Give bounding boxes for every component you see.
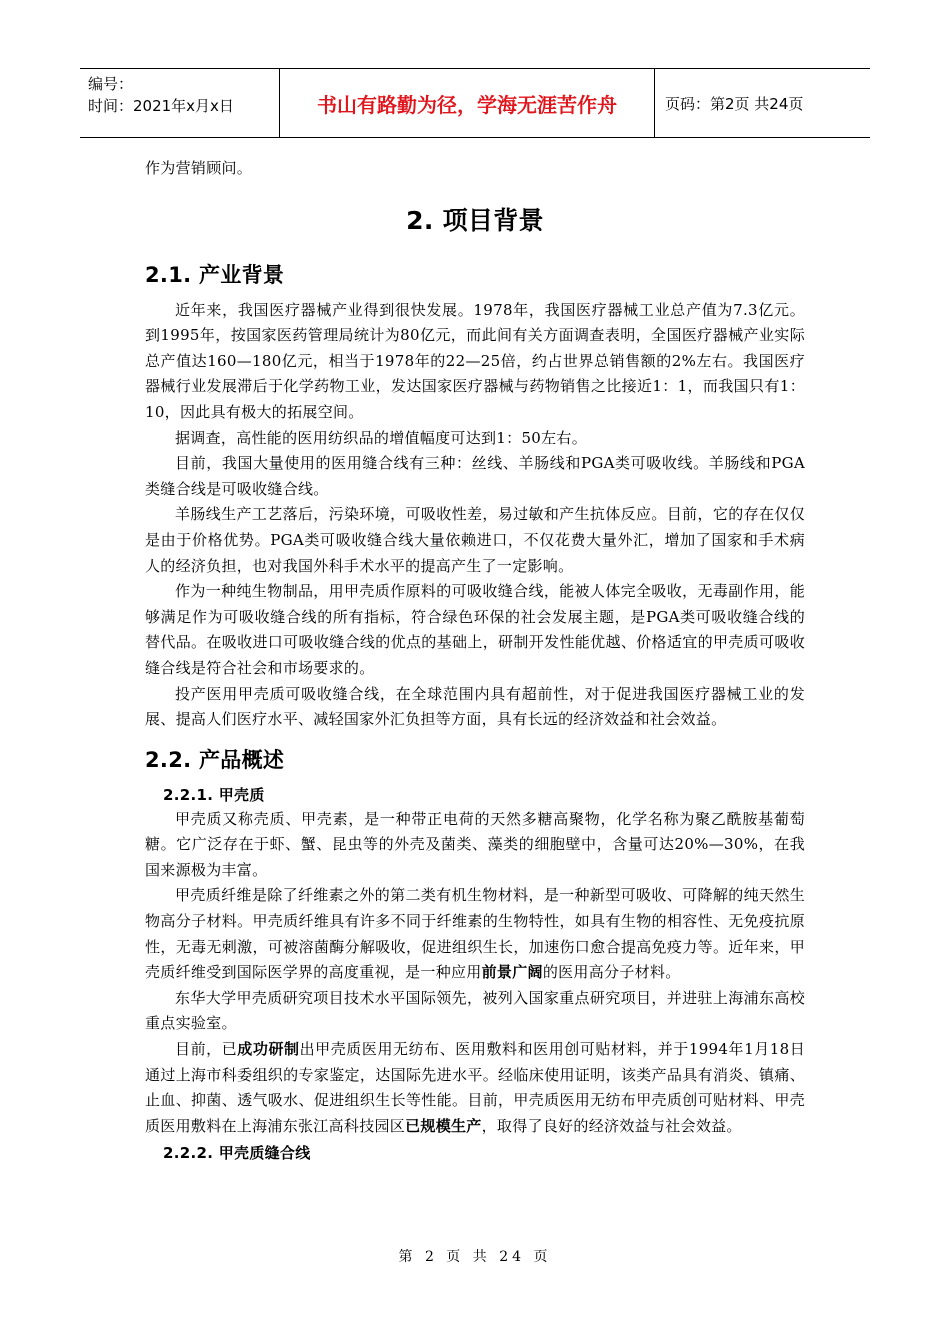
paragraph: 投产医用甲壳质可吸收缝合线，在全球范围内具有超前性，对于促进我国医疗器械工业的发展、提高人们医疗水平、减轻国家外汇负担等方面，具有长远的经济效益和社会效益。: [145, 684, 805, 729]
number-label: 编号：: [88, 75, 134, 93]
paragraph: 东华大学甲壳质研究项目技术水平国际领先，被列入国家重点研究项目，并进驻上海浦东高校重点实验室。: [145, 988, 805, 1033]
emphasis-text: 成功研制: [237, 1040, 300, 1059]
paragraph: [145, 883, 805, 985]
text-run: 的医用高分子材料。: [542, 963, 681, 982]
header-meta: [80, 69, 280, 137]
subsection-title-2-2-2: 2.2.2. 甲壳质缝合线: [163, 1144, 311, 1163]
paragraph: [145, 1037, 805, 1139]
text-run: 出甲壳质医用无纺布、医用敷料和医用创可贴材料，并于1994年1月18日通过上海市科委组织的专家鉴定，达国际先进水平。经临床使用证明，该类产品具有消炎、镇痛、止血、抑菌、透气吸水、促进组织生长等性能。目前，甲壳质医用无纺布甲壳质创可贴材料、甲壳质医用敷料在上海浦东张江高科技园区: [145, 1040, 806, 1135]
paragraph: 羊肠线生产工艺落后，污染环境，可吸收性差，易过敏和产生抗体反应。目前，它的存在仅仅是由于价格优势。PGA类可吸收缝合线大量依赖进口，不仅花费大量外汇，增加了国家和手术病人的经济负担，也对我国外科手术水平的提高产生了一定影响。: [145, 505, 805, 575]
document-body: [145, 156, 805, 1165]
paragraph: 近年来，我国医疗器械产业得到很快发展。1978年，我国医疗器械工业总产值为7.3亿元。到1995年，按国家医药管理局统计为80亿元，而此间有关方面调查表明，全国医疗器械产业实际总产值达160—180亿元，相当于1978年的22—25倍，约占世界总销售额的2%左右。我国医疗器械行业发展滞后于化学药物工业，发达国家医疗器械与药物销售之比接近1：1，而我国只有1：10，因此具有极大的拓展空间。: [145, 300, 805, 421]
emphasis-text: 前景广阔: [481, 963, 543, 982]
paragraph: 目前，我国大量使用的医用缝合线有三种：丝线、羊肠线和PGA类可吸收线。羊肠线和PGA类缝合线是可吸收缝合线。: [145, 454, 805, 498]
paragraph: 甲壳质又称壳质、甲壳素，是一种带正电荷的天然多糖高聚物，化学名称为聚乙酰胺基葡萄糖。它广泛存在于虾、蟹、昆虫等的外壳及菌类、藻类的细胞壁中，含量可达20%—30%，在我国来源极为丰富。: [145, 809, 805, 879]
subsection-title-2-2: 2.2. 产品概述: [145, 747, 285, 772]
text-run: ，取得了良好的经济效益与社会效益。: [481, 1116, 742, 1135]
paragraph: 作为一种纯生物制品，用甲壳质作原料的可吸收缝合线，能被人体完全吸收，无毒副作用，能够满足作为可吸收缝合线的所有指标，符合绿色环保的社会发展主题，是PGA类可吸收缝合线的替代品。在吸收进口可吸收缝合线的优点的基础上，研制开发性能优越、价格适宜的甲壳质可吸收缝合线是符合社会和市场要求的。: [145, 582, 805, 677]
text-run: 目前，已: [175, 1040, 238, 1059]
text-run: 甲壳质纤维是除了纤维素之外的第二类有机生物材料，是一种新型可吸收、可降解的纯天然生物高分子材料。甲壳质纤维具有许多不同于纤维素的生物特性，如具有生物的相容性、无免疫抗原性，无毒无刺激，可被溶菌酶分解吸收，促进组织生长，加速伤口愈合提高免疫力等。近年来，甲壳质纤维受到国际医学界的高度重视，是一种应用: [145, 886, 805, 982]
time-label: 时间：2021年x月x日: [88, 97, 234, 115]
page-footer: 第 2 页 共 24 页: [398, 1249, 552, 1265]
intro-line: 作为营销顾问。: [145, 159, 253, 177]
subsection-title-2-1: 2.1. 产业背景: [145, 262, 285, 287]
page-header: [80, 68, 870, 138]
subsection-title-2-2-1: 2.2.1. 甲壳质: [163, 785, 265, 804]
emphasis-text: 已规模生产: [405, 1116, 482, 1135]
header-page-info: 页码：第2页 共24页: [665, 94, 804, 113]
section-title: 2. 项目背景: [406, 205, 544, 235]
header-motto: 书山有路勤为径，学海无涯苦作舟: [280, 69, 655, 137]
paragraph: 据调查，高性能的医用纺织品的增值幅度可达到1：50左右。: [175, 428, 588, 447]
